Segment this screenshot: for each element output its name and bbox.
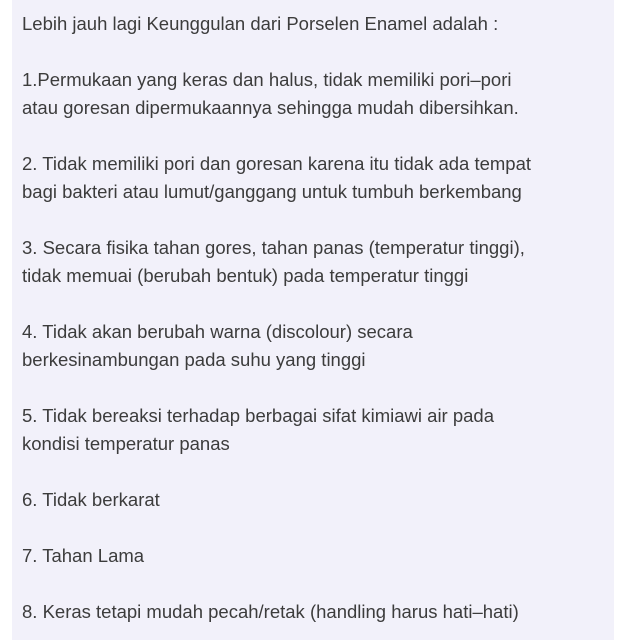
list-item-line: 6. Tidak berkarat xyxy=(22,489,160,510)
list-item-line: 3. Secara fisika tahan gores, tahan panas (temperatur tinggi), xyxy=(22,237,525,258)
list-item-line: bagi bakteri atau lumut/ganggang untuk tumbuh berkembang xyxy=(22,181,522,202)
list-item-line: atau goresan dipermukaannya sehingga mudah dibersihkan. xyxy=(22,97,519,118)
document-panel xyxy=(12,0,614,640)
list-item-line: 1.Permukaan yang keras dan halus, tidak memiliki pori–pori xyxy=(22,69,512,90)
list-item-line: 4. Tidak akan berubah warna (discolour) secara xyxy=(22,321,413,342)
list-item-1 xyxy=(22,66,614,122)
list-item-4 xyxy=(22,318,614,374)
list-item-line: kondisi temperatur panas xyxy=(22,433,230,454)
list-item-7 xyxy=(22,542,614,570)
list-item-line: 2. Tidak memiliki pori dan goresan karena itu tidak ada tempat xyxy=(22,153,532,174)
list-item-6 xyxy=(22,486,614,514)
list-item-line: 7. Tahan Lama xyxy=(22,545,145,566)
list-item-line: berkesinambungan pada suhu yang tinggi xyxy=(22,349,366,370)
list-item-line: tidak memuai (berubah bentuk) pada temperatur tinggi xyxy=(22,265,469,286)
list-item-5 xyxy=(22,402,614,458)
list-item-line: 5. Tidak bereaksi terhadap berbagai sifat kimiawi air pada xyxy=(22,405,495,426)
intro-text: Lebih jauh lagi Keunggulan dari Porselen Enamel adalah : xyxy=(22,13,499,34)
list-item-line: 8. Keras tetapi mudah pecah/retak (handling harus hati–hati) xyxy=(22,601,519,622)
list-item-2 xyxy=(22,150,614,206)
list-item-8 xyxy=(22,598,614,626)
list-item-3 xyxy=(22,234,614,290)
